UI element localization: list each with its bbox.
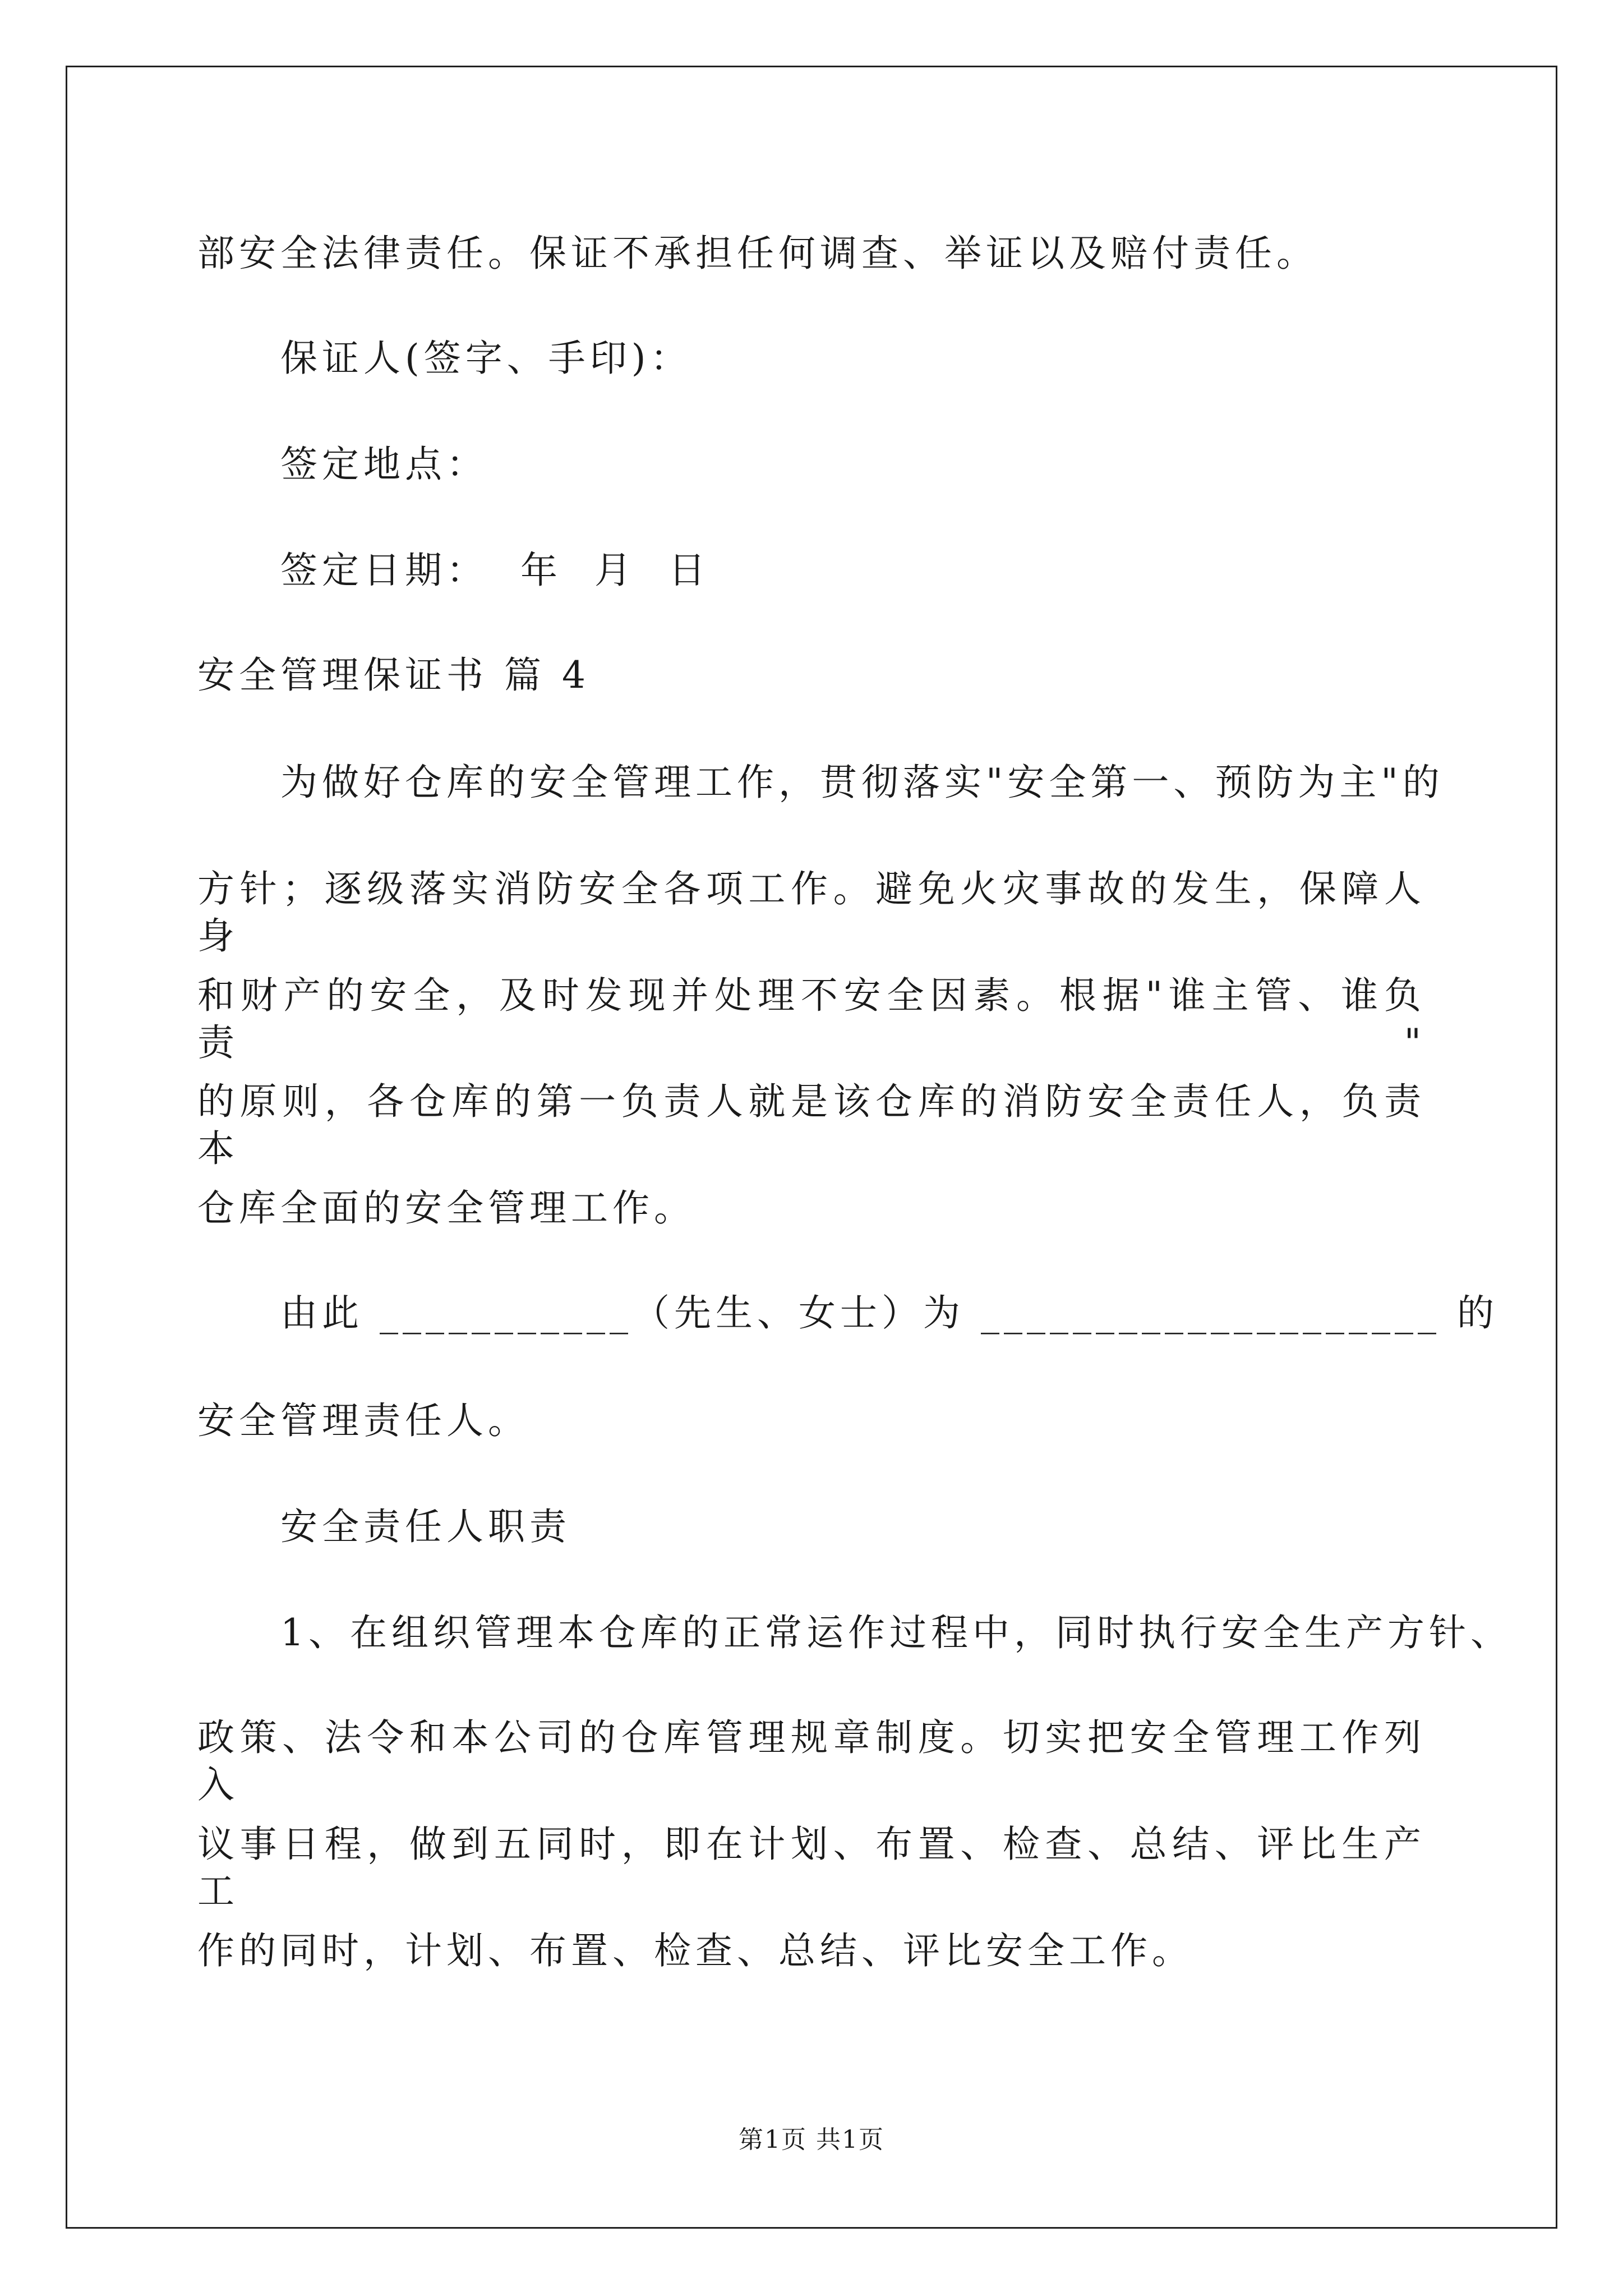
- signing-date-line: 签定日期： 年 月 日: [280, 549, 710, 592]
- paragraph-line: 方针；逐级落实消防安全各项工作。避免火灾事故的发生，保障人身: [197, 867, 1426, 958]
- paragraph-line: 和财产的安全，及时发现并处理不安全因素。根据"谁主管、谁负责": [197, 974, 1426, 1064]
- duty-item-line: 议事日程，做到五同时，即在计划、布置、检查、总结、评比生产工: [197, 1823, 1426, 1913]
- subheading: 安全责任人职责: [280, 1505, 571, 1548]
- appointment-line: 由此 ___________（先生、女士）为 ____________________ 的: [280, 1291, 1498, 1335]
- duty-item-line: 1、在组织管理本仓库的正常运作过程中，同时执行安全生产方针、: [280, 1611, 1512, 1654]
- body-line-1: 部安全法律责任。保证不承担任何调查、举证以及赔付责任。: [197, 232, 1318, 275]
- page-footer: 第1页 共1页: [739, 2125, 884, 2154]
- duty-item-line: 作的同时，计划、布置、检查、总结、评比安全工作。: [197, 1929, 1193, 1972]
- paragraph-line: 安全管理责任人。: [197, 1399, 529, 1442]
- paragraph-line: 仓库全面的安全管理工作。: [197, 1186, 695, 1230]
- signing-place-line: 签定地点：: [280, 443, 488, 486]
- paragraph-line: 为做好仓库的安全管理工作，贯彻落实"安全第一、预防为主"的: [280, 761, 1444, 804]
- section-heading: 安全管理保证书 篇 4: [197, 654, 590, 697]
- paragraph-line: 的原则，各仓库的第一负责人就是该仓库的消防安全责任人，负责本: [197, 1080, 1426, 1170]
- guarantor-signature-line: 保证人(签字、手印)：: [280, 337, 692, 380]
- duty-item-line: 政策、法令和本公司的仓库管理规章制度。切实把安全管理工作列入: [197, 1716, 1426, 1806]
